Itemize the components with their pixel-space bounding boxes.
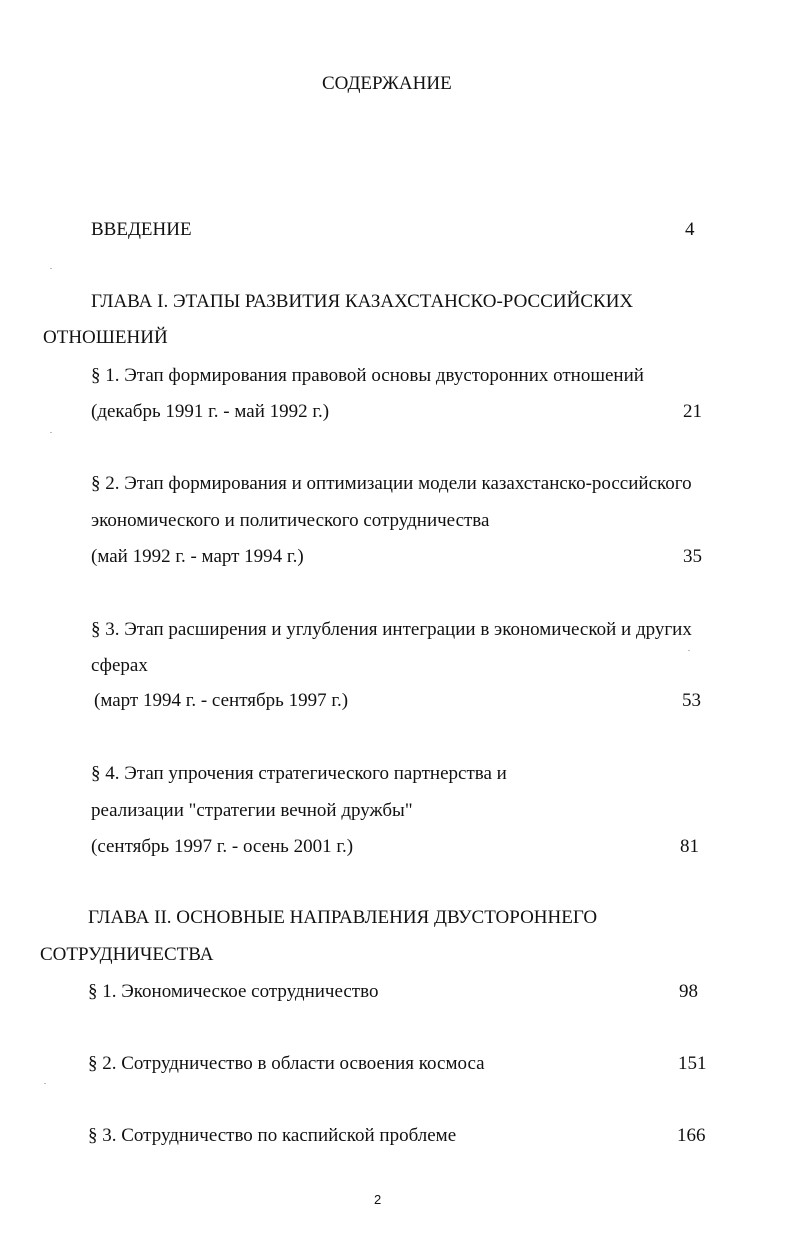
toc-entry-introduction: ВВЕДЕНИЕ <box>91 219 192 240</box>
chapter-1-title-cont: ОТНОШЕНИЙ <box>43 327 168 348</box>
chapter-2-section-1: § 1. Экономическое сотрудничество <box>88 981 379 1002</box>
chapter-1-section-2-line-3: (май 1992 г. - март 1994 г.) <box>91 546 304 567</box>
scan-speck <box>44 1083 46 1084</box>
chapter-2-section-2: § 2. Сотрудничество в области освоения космоса <box>88 1053 485 1074</box>
chapter-2-section-3-page: 166 <box>677 1125 706 1146</box>
chapter-1-section-2-line-2: экономического и политического сотрудничества <box>91 510 490 531</box>
scan-speck <box>50 432 52 433</box>
chapter-2-section-2-page: 151 <box>678 1053 707 1074</box>
chapter-1-section-2-line-1: § 2. Этап формирования и оптимизации модели казахстанско-российского <box>91 473 692 494</box>
chapter-2-section-3: § 3. Сотрудничество по каспийской проблеме <box>88 1125 457 1146</box>
chapter-1-section-3-line-1: § 3. Этап расширения и углубления интеграции в экономической и других <box>91 619 692 640</box>
chapter-1-section-1-page: 21 <box>683 401 702 422</box>
chapter-2-section-1-page: 98 <box>679 981 698 1002</box>
chapter-2-title-cont: СОТРУДНИЧЕСТВА <box>40 944 214 965</box>
chapter-1-section-3-page: 53 <box>682 690 701 711</box>
chapter-1-section-4-line-1: § 4. Этап упрочения стратегического партнерства и <box>91 763 507 784</box>
footer-page-number: 2 <box>374 1192 382 1207</box>
chapter-1-title: ГЛАВА I. ЭТАПЫ РАЗВИТИЯ КАЗАХСТАНСКО-РОССИЙСКИХ <box>91 291 634 312</box>
chapter-1-section-4-line-2: реализации "стратегии вечной дружбы" <box>91 800 413 821</box>
chapter-1-section-2-page: 35 <box>683 546 702 567</box>
chapter-1-section-3-line-3: (март 1994 г. - сентябрь 1997 г.) <box>94 690 349 711</box>
scan-speck <box>50 268 52 269</box>
chapter-1-section-1-line-1: § 1. Этап формирования правовой основы двусторонних отношений <box>91 365 644 386</box>
chapter-2-title: ГЛАВА II. ОСНОВНЫЕ НАПРАВЛЕНИЯ ДВУСТОРОННЕГО <box>88 907 598 928</box>
chapter-1-section-3-line-2: сферах <box>91 655 148 676</box>
chapter-1-section-4-line-3: (сентябрь 1997 г. - осень 2001 г.) <box>91 836 354 857</box>
scan-speck <box>688 650 690 651</box>
toc-page-introduction: 4 <box>685 219 695 240</box>
chapter-1-section-4-page: 81 <box>680 836 699 857</box>
chapter-1-section-1-line-2: (декабрь 1991 г. - май 1992 г.) <box>91 401 330 422</box>
page-title: СОДЕРЖАНИЕ <box>322 73 452 94</box>
